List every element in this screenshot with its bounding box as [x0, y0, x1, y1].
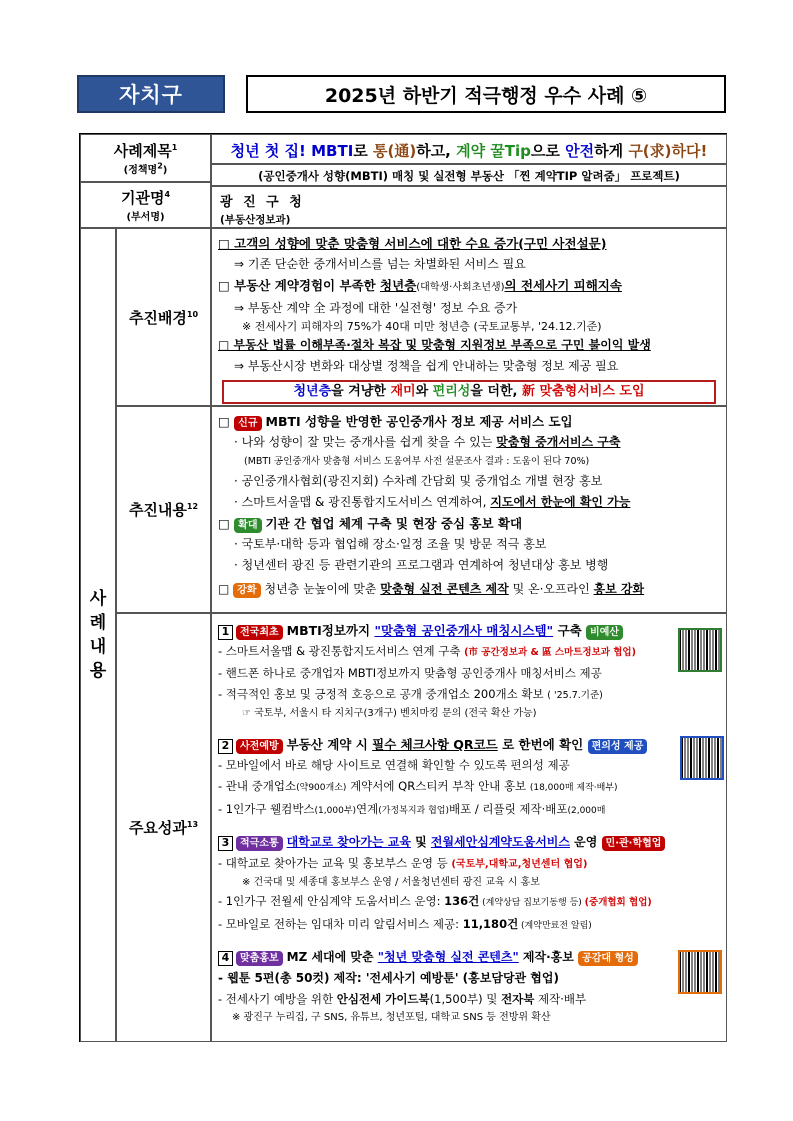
content-line: · 청년센터 광진 등 관련기관의 프로그램과 연계하여 청년대상 홍보 병행 — [234, 558, 609, 572]
results-label-sup: 13 — [186, 820, 199, 829]
result-line — [218, 891, 720, 914]
rs-text: 136건 — [444, 894, 480, 908]
result-side-badge: 공감대 형성 — [578, 951, 638, 966]
title-part: 청년 첫 집! MBTI — [230, 142, 354, 160]
rs-text: (18,000매 제작·배부) — [529, 783, 618, 793]
qr-code-icon[interactable] — [678, 950, 722, 994]
box-text: 와 — [415, 384, 433, 399]
background-line: ⇒ 기존 단순한 중개서비스를 넘는 차별화된 서비스 필요 — [234, 257, 526, 271]
rs-text: ( '25.7.기준) — [547, 690, 603, 701]
rs-text: 구축 — [553, 623, 582, 638]
content-label-sup: 12 — [186, 502, 199, 511]
side-label-cell — [80, 228, 116, 1042]
result-note: ※ 건국대 및 세종대 홍보부스 운영 / 서울청년센터 광진 교육 시 홍보 — [242, 877, 540, 888]
title-label-sup: 1 — [171, 143, 178, 152]
content-line — [218, 432, 720, 453]
rs-text: (약900개소) — [296, 783, 347, 793]
org-label: 기관명 — [120, 189, 165, 207]
box-text: 청년층 — [293, 384, 332, 399]
side-char: 내 — [89, 637, 107, 657]
side-char: 례 — [89, 613, 107, 633]
background-line — [218, 335, 720, 356]
bg-text: 의 전세사기 피해지속 — [504, 278, 622, 293]
rs-text: (1,000부) — [314, 806, 357, 816]
result-heading — [218, 947, 720, 968]
ct-text: MBTI 성향을 반영한 공인중개사 정보 제공 서비스 도입 — [265, 414, 573, 429]
box-text: 을 겨냥한 — [331, 384, 391, 399]
title-part: 통(通) — [373, 142, 417, 160]
case-subtitle: (공인중개사 성향(MBTI) 매칭 및 실전형 부동산 「찐 계약TIP 알려줌」 프로젝트) — [258, 169, 680, 183]
result-badge: 전국최초 — [236, 625, 283, 640]
result-line — [218, 799, 720, 822]
content-line: · 국토부·대학 등과 협업해 장소·일정 조율 및 방문 적극 홍보 — [234, 537, 547, 551]
ct-text: · 스마트서울맵 & 광진통합지도서비스 연계하여, — [234, 495, 491, 509]
rs-text: 전자북 — [501, 992, 535, 1006]
title-label-cell — [80, 134, 211, 182]
result-line — [218, 641, 720, 663]
background-label-sup: 10 — [186, 309, 199, 319]
background-cell — [211, 228, 727, 406]
title-part: 구(求)하다! — [628, 142, 708, 160]
result-line: - 웹툰 5편(총 50컷) 제작: '전세사기 예방툰' (홍보담당관 협업) — [218, 971, 559, 985]
ct-text: 및 온·오프라인 — [508, 582, 594, 596]
org-name: 광 진 구 청 — [220, 195, 305, 210]
result-heading — [218, 620, 720, 641]
case-table — [79, 133, 727, 1042]
rs-text: - 스마트서울맵 & 광진통합지도서비스 연계 구축 — [218, 644, 465, 658]
rs-text: - 관내 중개업소 — [218, 779, 297, 793]
org-dept: (부동산정보과) — [220, 214, 291, 226]
background-label: 추진배경 — [128, 308, 187, 327]
bg-text: □ 부동산 법률 이해부족·절차 복잡 및 맞춤형 지원정보 부족으로 구민 불이익 발생 — [218, 338, 651, 352]
result-line: - 모바일에서 바로 해당 사이트로 연결해 확인할 수 있도록 편의성 제공 — [218, 758, 570, 772]
box-text: 편리성 — [432, 384, 471, 399]
result-heading — [218, 734, 720, 755]
rs-text: - 적극적인 홍보 및 긍정적 호응으로 공개 중개업소 200개소 확보 — [218, 687, 548, 701]
box-text: 을 더한, — [470, 384, 523, 399]
background-summary-box — [222, 380, 716, 404]
rs-text: "청년 맞춤형 실전 콘텐츠" — [377, 950, 519, 964]
result-number: 2 — [218, 739, 233, 754]
result-badge: 적극소통 — [236, 836, 283, 851]
org-label-cell — [80, 182, 211, 228]
bg-text: □ 부동산 계약경험이 부족한 — [218, 278, 381, 293]
rs-text: (2,000매 — [567, 806, 606, 816]
content-label: 추진내용 — [128, 501, 187, 519]
result-line — [218, 684, 720, 706]
side-char: 용 — [89, 661, 107, 681]
ct-text: 맞춤형 중개서비스 구축 — [496, 435, 621, 449]
title-sublabel: (정책명 — [123, 165, 158, 176]
title-label: 사례제목 — [113, 142, 172, 160]
results-label-cell — [116, 613, 211, 1042]
result-line — [218, 914, 720, 937]
result-line: - 핸드폰 하나로 중개업자 MBTI정보까지 맞춤형 공인중개사 매칭서비스 제공 — [218, 666, 602, 680]
rs-text: (가정복지과 협업) — [378, 806, 449, 816]
ct-text: 맞춤형 실전 콘텐츠 제작 — [380, 582, 509, 596]
bg-text: 청년층 — [380, 278, 417, 293]
title-part: 로 — [353, 142, 373, 160]
rs-text: 로 한번에 확인 — [497, 737, 584, 752]
rs-text: 부동산 계약 시 — [286, 737, 373, 752]
background-label-cell — [116, 228, 211, 406]
case-title — [212, 135, 726, 161]
side-label — [81, 587, 115, 683]
title-sublabel-end: ) — [162, 165, 168, 176]
content-line — [218, 492, 720, 513]
org-sublabel: (부서명) — [126, 212, 165, 223]
expand-badge: 확대 — [234, 518, 261, 533]
results-cell — [211, 613, 727, 1042]
box-text: 新 맞춤형서비스 도입 — [522, 384, 645, 399]
ct-text: 지도에서 한눈에 확인 가능 — [490, 495, 631, 509]
title-part: 으로 — [530, 142, 566, 160]
page-title: 2025년 하반기 적극행정 우수 사례 ⑤ — [246, 75, 726, 113]
category-badge: 자치구 — [77, 75, 225, 113]
result-side-badge: 민·관·학협업 — [602, 836, 666, 851]
background-line: ⇒ 부동산 계약 全 과정에 대한 '실전형' 정보 수요 증가 — [234, 301, 518, 315]
content-heading: □ 신규 MBTI 성향을 반영한 공인중개사 정보 제공 서비스 도입 — [218, 414, 573, 429]
org-cell — [211, 186, 727, 228]
result-badge: 사전예방 — [236, 739, 283, 754]
rs-text: (市 공간정보과 & 區 스마트정보과 협업) — [464, 647, 636, 658]
subtitle-cell — [211, 164, 727, 186]
rs-text: 운영 — [569, 835, 598, 849]
result-note: ☞ 국토부, 서울시 타 지치구(3개구) 벤치마킹 문의 (전국 확산 가능) — [242, 708, 537, 719]
rs-text: (1,500부) 및 — [429, 992, 502, 1006]
result-side-badge: 비예산 — [586, 625, 623, 640]
rs-text: (국토부,대학교,청년센터 협업) — [451, 859, 588, 870]
background-line — [218, 233, 720, 254]
result-side-badge: 편의성 제공 — [588, 739, 648, 754]
rs-text: MZ 세대에 맞춘 — [286, 950, 378, 964]
background-line: ⇒ 부동산시장 변화와 대상별 정책을 쉽게 안내하는 맞춤형 정보 제공 필요 — [234, 359, 619, 373]
result-line — [218, 776, 720, 799]
result-line — [218, 989, 720, 1010]
result-note: ※ 광진구 누리집, 구 SNS, 유튜브, 청년포털, 대학교 SNS 등 전방위 확산 — [232, 1012, 551, 1023]
qr-code-icon[interactable] — [678, 628, 722, 672]
rs-text: 필수 체크사항 QR코드 — [372, 737, 498, 752]
bg-text: (대학생·사회초년생) — [416, 282, 505, 293]
bg-text: □ 고객의 성향에 맞춘 맞춤형 서비스에 대한 수요 증가(구민 사전설문) — [218, 236, 607, 251]
rs-text: MBTI정보까지 — [286, 623, 375, 638]
ct-text: · 나와 성향이 잘 맞는 중개사를 쉽게 찾을 수 있는 — [234, 435, 497, 449]
result-number: 3 — [218, 836, 233, 851]
content-heading: □ 확대 기관 간 협업 체계 구축 및 현장 중심 홍보 확대 — [218, 516, 523, 531]
title-part: 안전 — [565, 142, 595, 160]
content-note: (MBTI 공인중개사 맞춤형 서비스 도움여부 사전 설문조사 결과 : 도움이 된다 70%) — [244, 456, 590, 467]
rs-text: "맞춤형 공인중개사 매칭시스템" — [374, 623, 554, 638]
results-label: 주요성과 — [128, 819, 187, 837]
side-char: 사 — [89, 589, 107, 609]
rs-text: - 1인가구 전월세 안심계약 도움서비스 운영: — [218, 894, 445, 908]
title-sublabel-sup: 2 — [157, 161, 163, 171]
result-line — [218, 853, 720, 875]
rs-text: 제작·배부 — [534, 992, 587, 1006]
result-number: 1 — [218, 625, 233, 640]
result-number: 4 — [218, 951, 233, 966]
ct-text: 기관 간 협업 체계 구축 및 현장 중심 홍보 확대 — [265, 516, 523, 531]
title-part: 계약 꿀Tip — [456, 142, 531, 160]
rs-text: 11,180건 — [462, 917, 519, 931]
rs-text: - 모바일로 전하는 임대차 미리 알림서비스 제공: — [218, 917, 463, 931]
box-text: 재미 — [390, 384, 416, 399]
rs-text: - 1인가구 웰컴박스 — [218, 802, 315, 816]
title-cell — [211, 134, 727, 164]
title-part: 하고, — [416, 142, 457, 160]
rs-text: 안심전세 가이드북 — [336, 992, 430, 1006]
rs-text: 및 — [410, 835, 431, 849]
result-heading — [218, 832, 720, 853]
ct-text: 청년층 눈높이에 맞춘 — [264, 582, 381, 596]
rs-text: - 전세사기 예방을 위한 — [218, 992, 337, 1006]
rs-text: 제작·홍보 — [518, 950, 574, 964]
strengthen-badge: 강화 — [233, 583, 260, 598]
background-note: ※ 전세사기 피해자의 75%가 40대 미만 청년층 (국토교통부, '24.12.기준) — [242, 320, 602, 333]
background-line — [218, 275, 720, 298]
content-cell — [211, 406, 727, 613]
rs-text: - 대학교로 찾아가는 교육 및 홍보부스 운영 등 — [218, 856, 452, 870]
content-line: · 공인중개사협회(광진지회) 수차례 간담회 및 중개업소 개별 현장 홍보 — [234, 474, 603, 488]
rs-text: (계약만료전 알림) — [518, 921, 592, 931]
rs-text: 배포 / 리플릿 제작·배포 — [449, 802, 568, 816]
new-badge: 신규 — [234, 416, 261, 431]
qr-code-icon[interactable] — [680, 736, 724, 780]
title-part: 하게 — [594, 142, 629, 160]
org-label-sup: 4 — [164, 190, 171, 199]
result-badge: 맞춤홍보 — [236, 951, 283, 966]
rs-text: (계약상담 집보기동행 등) — [479, 898, 585, 908]
rs-text: 대학교로 찾아가는 교육 — [286, 835, 411, 849]
ct-text: 홍보 강화 — [593, 582, 645, 596]
rs-text: 계약서에 QR스티커 부착 안내 홍보 — [346, 779, 530, 793]
rs-text: 전월세안심계약도움서비스 — [430, 835, 570, 849]
content-label-cell — [116, 406, 211, 613]
rs-text: (중개협회 협업) — [584, 897, 652, 908]
content-heading: □ 강화 청년층 눈높이에 맞춘 맞춤형 실전 콘텐츠 제작 및 온·오프라인 홍보 강화 — [218, 582, 645, 596]
rs-text: 연계 — [356, 802, 379, 816]
